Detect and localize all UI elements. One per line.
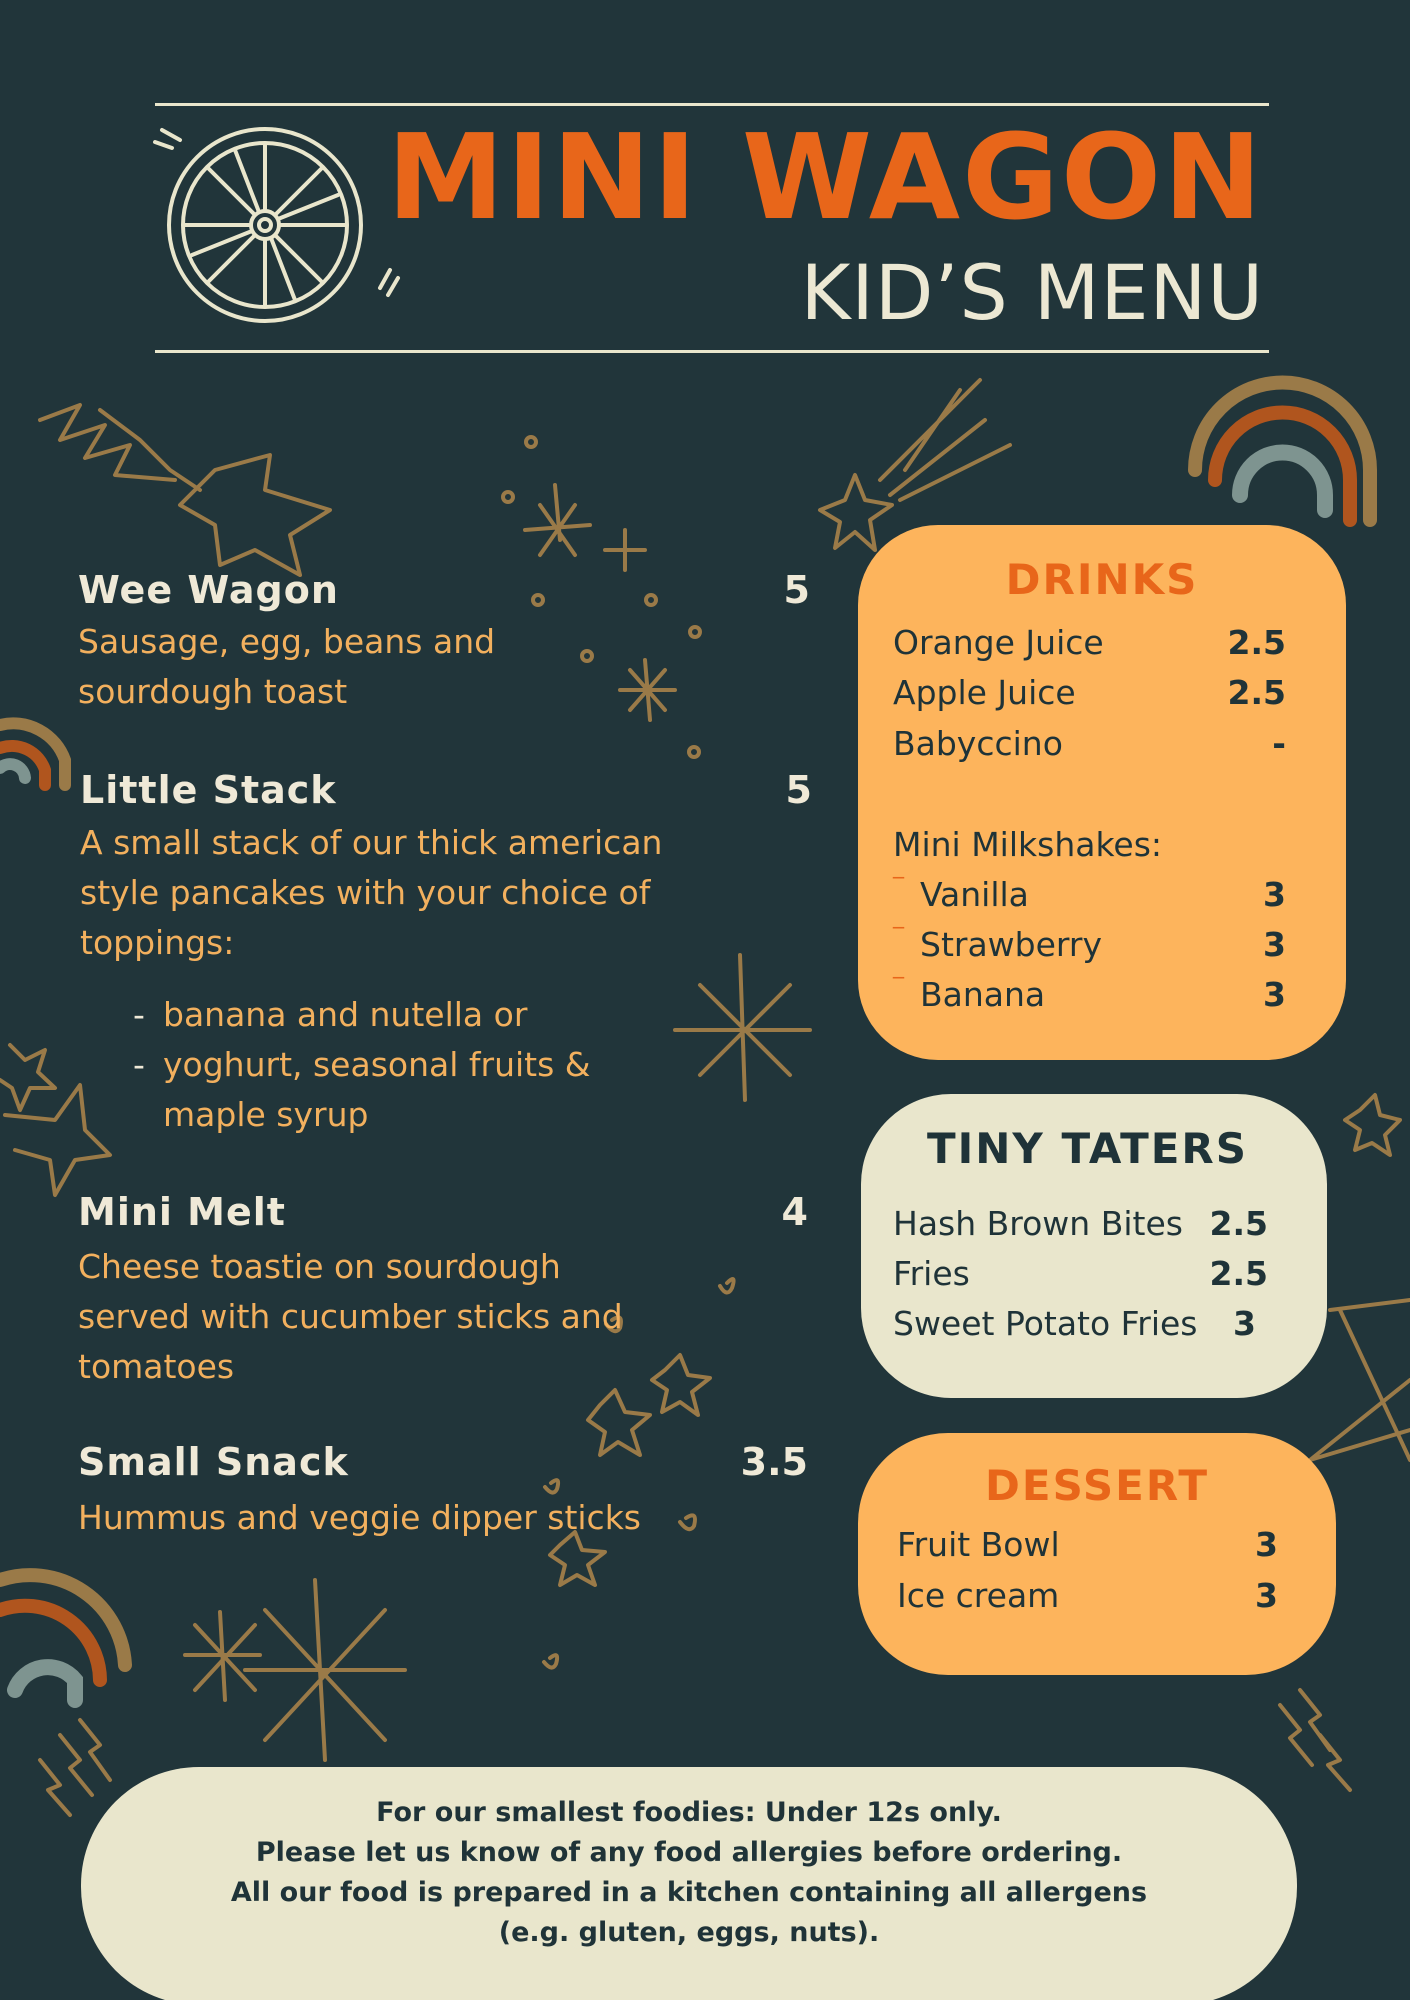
side-name: Fries bbox=[893, 1254, 970, 1293]
item-name-small-snack: Small Snack bbox=[78, 1440, 349, 1484]
topping-options-list bbox=[133, 990, 653, 1140]
item-price-wee-wagon: 5 bbox=[783, 568, 810, 612]
topping-option bbox=[133, 1040, 653, 1140]
menu-subtitle: KID’S MENU bbox=[800, 248, 1264, 337]
drink-name: Babyccino bbox=[893, 724, 1063, 763]
tiny-taters-panel bbox=[861, 1094, 1327, 1398]
rainbow-icon bbox=[0, 723, 65, 785]
tiny-taters-title: TINY TATERS bbox=[927, 1124, 1249, 1173]
item-description-little-stack bbox=[80, 818, 720, 968]
topping-option-line: yoghurt, seasonal fruits & bbox=[163, 1045, 591, 1084]
drinks-panel bbox=[858, 525, 1346, 1060]
item-name-mini-melt: Mini Melt bbox=[78, 1190, 286, 1234]
brand-title: MINI WAGON bbox=[386, 108, 1264, 246]
drink-name: Orange Juice bbox=[893, 623, 1104, 662]
dessert-name: Ice cream bbox=[897, 1576, 1060, 1615]
item-description-wee-wagon bbox=[78, 617, 638, 717]
side-price: 2.5 bbox=[1209, 1204, 1268, 1243]
bullet-dash: - bbox=[133, 1045, 145, 1084]
notice-text bbox=[81, 1793, 1297, 1953]
item-description-mini-melt bbox=[78, 1242, 698, 1392]
rainbow-icon bbox=[1195, 382, 1370, 520]
drink-price: 2.5 bbox=[1227, 673, 1286, 712]
topping-option-line: maple syrup bbox=[163, 1095, 369, 1134]
item-description-small-snack bbox=[78, 1493, 718, 1543]
topping-option-text bbox=[163, 1040, 591, 1140]
side-name: Sweet Potato Fries bbox=[893, 1304, 1198, 1343]
topping-option-text: banana and nutella or bbox=[163, 995, 528, 1034]
description-line: Sausage, egg, beans and bbox=[78, 622, 496, 661]
rainbow-icon bbox=[0, 1575, 125, 1700]
dessert-price: 3 bbox=[1255, 1576, 1278, 1615]
wagon-wheel-icon bbox=[150, 120, 400, 325]
item-price-mini-melt: 4 bbox=[781, 1190, 808, 1234]
description-line: Cheese toastie on sourdough bbox=[78, 1247, 561, 1286]
side-price: 2.5 bbox=[1209, 1254, 1268, 1293]
star-icon bbox=[0, 1045, 110, 1195]
topping-option bbox=[133, 990, 653, 1040]
bullet-dash: ‾ bbox=[893, 975, 904, 1000]
description-line: served with cucumber sticks and bbox=[78, 1297, 623, 1336]
side-price: 3 bbox=[1233, 1304, 1256, 1343]
notice-line: For our smallest foodies: Under 12s only. bbox=[376, 1797, 1002, 1828]
milkshake-name: Banana bbox=[920, 975, 1046, 1014]
header-rule-top bbox=[155, 103, 1269, 106]
bullet-dash: - bbox=[133, 995, 145, 1034]
milkshake-name: Strawberry bbox=[920, 925, 1102, 964]
drinks-title: DRINKS bbox=[1005, 555, 1199, 604]
side-name: Hash Brown Bites bbox=[893, 1204, 1183, 1243]
dessert-title: DESSERT bbox=[985, 1461, 1209, 1510]
description-line: style pancakes with your choice of bbox=[80, 873, 651, 912]
item-name-little-stack: Little Stack bbox=[80, 768, 337, 812]
item-name-wee-wagon: Wee Wagon bbox=[78, 568, 339, 612]
notice-line: Please let us know of any food allergies before ordering. bbox=[255, 1837, 1123, 1868]
allergy-notice bbox=[81, 1767, 1297, 2000]
sparkle-icon bbox=[675, 955, 810, 1100]
dessert-panel bbox=[858, 1433, 1336, 1675]
notice-line: (e.g. gluten, eggs, nuts). bbox=[498, 1917, 880, 1948]
item-price-little-stack: 5 bbox=[785, 768, 812, 812]
description-line: tomatoes bbox=[78, 1347, 235, 1386]
bullet-dash: ‾ bbox=[893, 875, 904, 900]
description-line: toppings: bbox=[80, 923, 235, 962]
description-line: A small stack of our thick american bbox=[80, 823, 663, 862]
description-line: Hummus and veggie dipper sticks bbox=[78, 1498, 641, 1537]
drink-price: 2.5 bbox=[1227, 623, 1286, 662]
header-rule-bottom bbox=[155, 350, 1269, 353]
dessert-name: Fruit Bowl bbox=[897, 1525, 1060, 1564]
milkshake-price: 3 bbox=[1263, 925, 1286, 964]
notice-line: All our food is prepared in a kitchen containing all allergens bbox=[230, 1877, 1148, 1908]
bullet-dash: ‾ bbox=[893, 925, 904, 950]
milkshake-name: Vanilla bbox=[920, 875, 1029, 914]
description-line: sourdough toast bbox=[78, 672, 348, 711]
drink-price: - bbox=[1272, 724, 1286, 763]
sparkle-icon bbox=[185, 1580, 405, 1760]
dessert-price: 3 bbox=[1255, 1525, 1278, 1564]
drink-name: Apple Juice bbox=[893, 673, 1076, 712]
arrow-icon bbox=[40, 405, 330, 575]
milkshake-price: 3 bbox=[1263, 975, 1286, 1014]
milkshake-heading: Mini Milkshakes: bbox=[893, 825, 1163, 864]
item-price-small-snack: 3.5 bbox=[740, 1440, 808, 1484]
milkshake-price: 3 bbox=[1263, 875, 1286, 914]
